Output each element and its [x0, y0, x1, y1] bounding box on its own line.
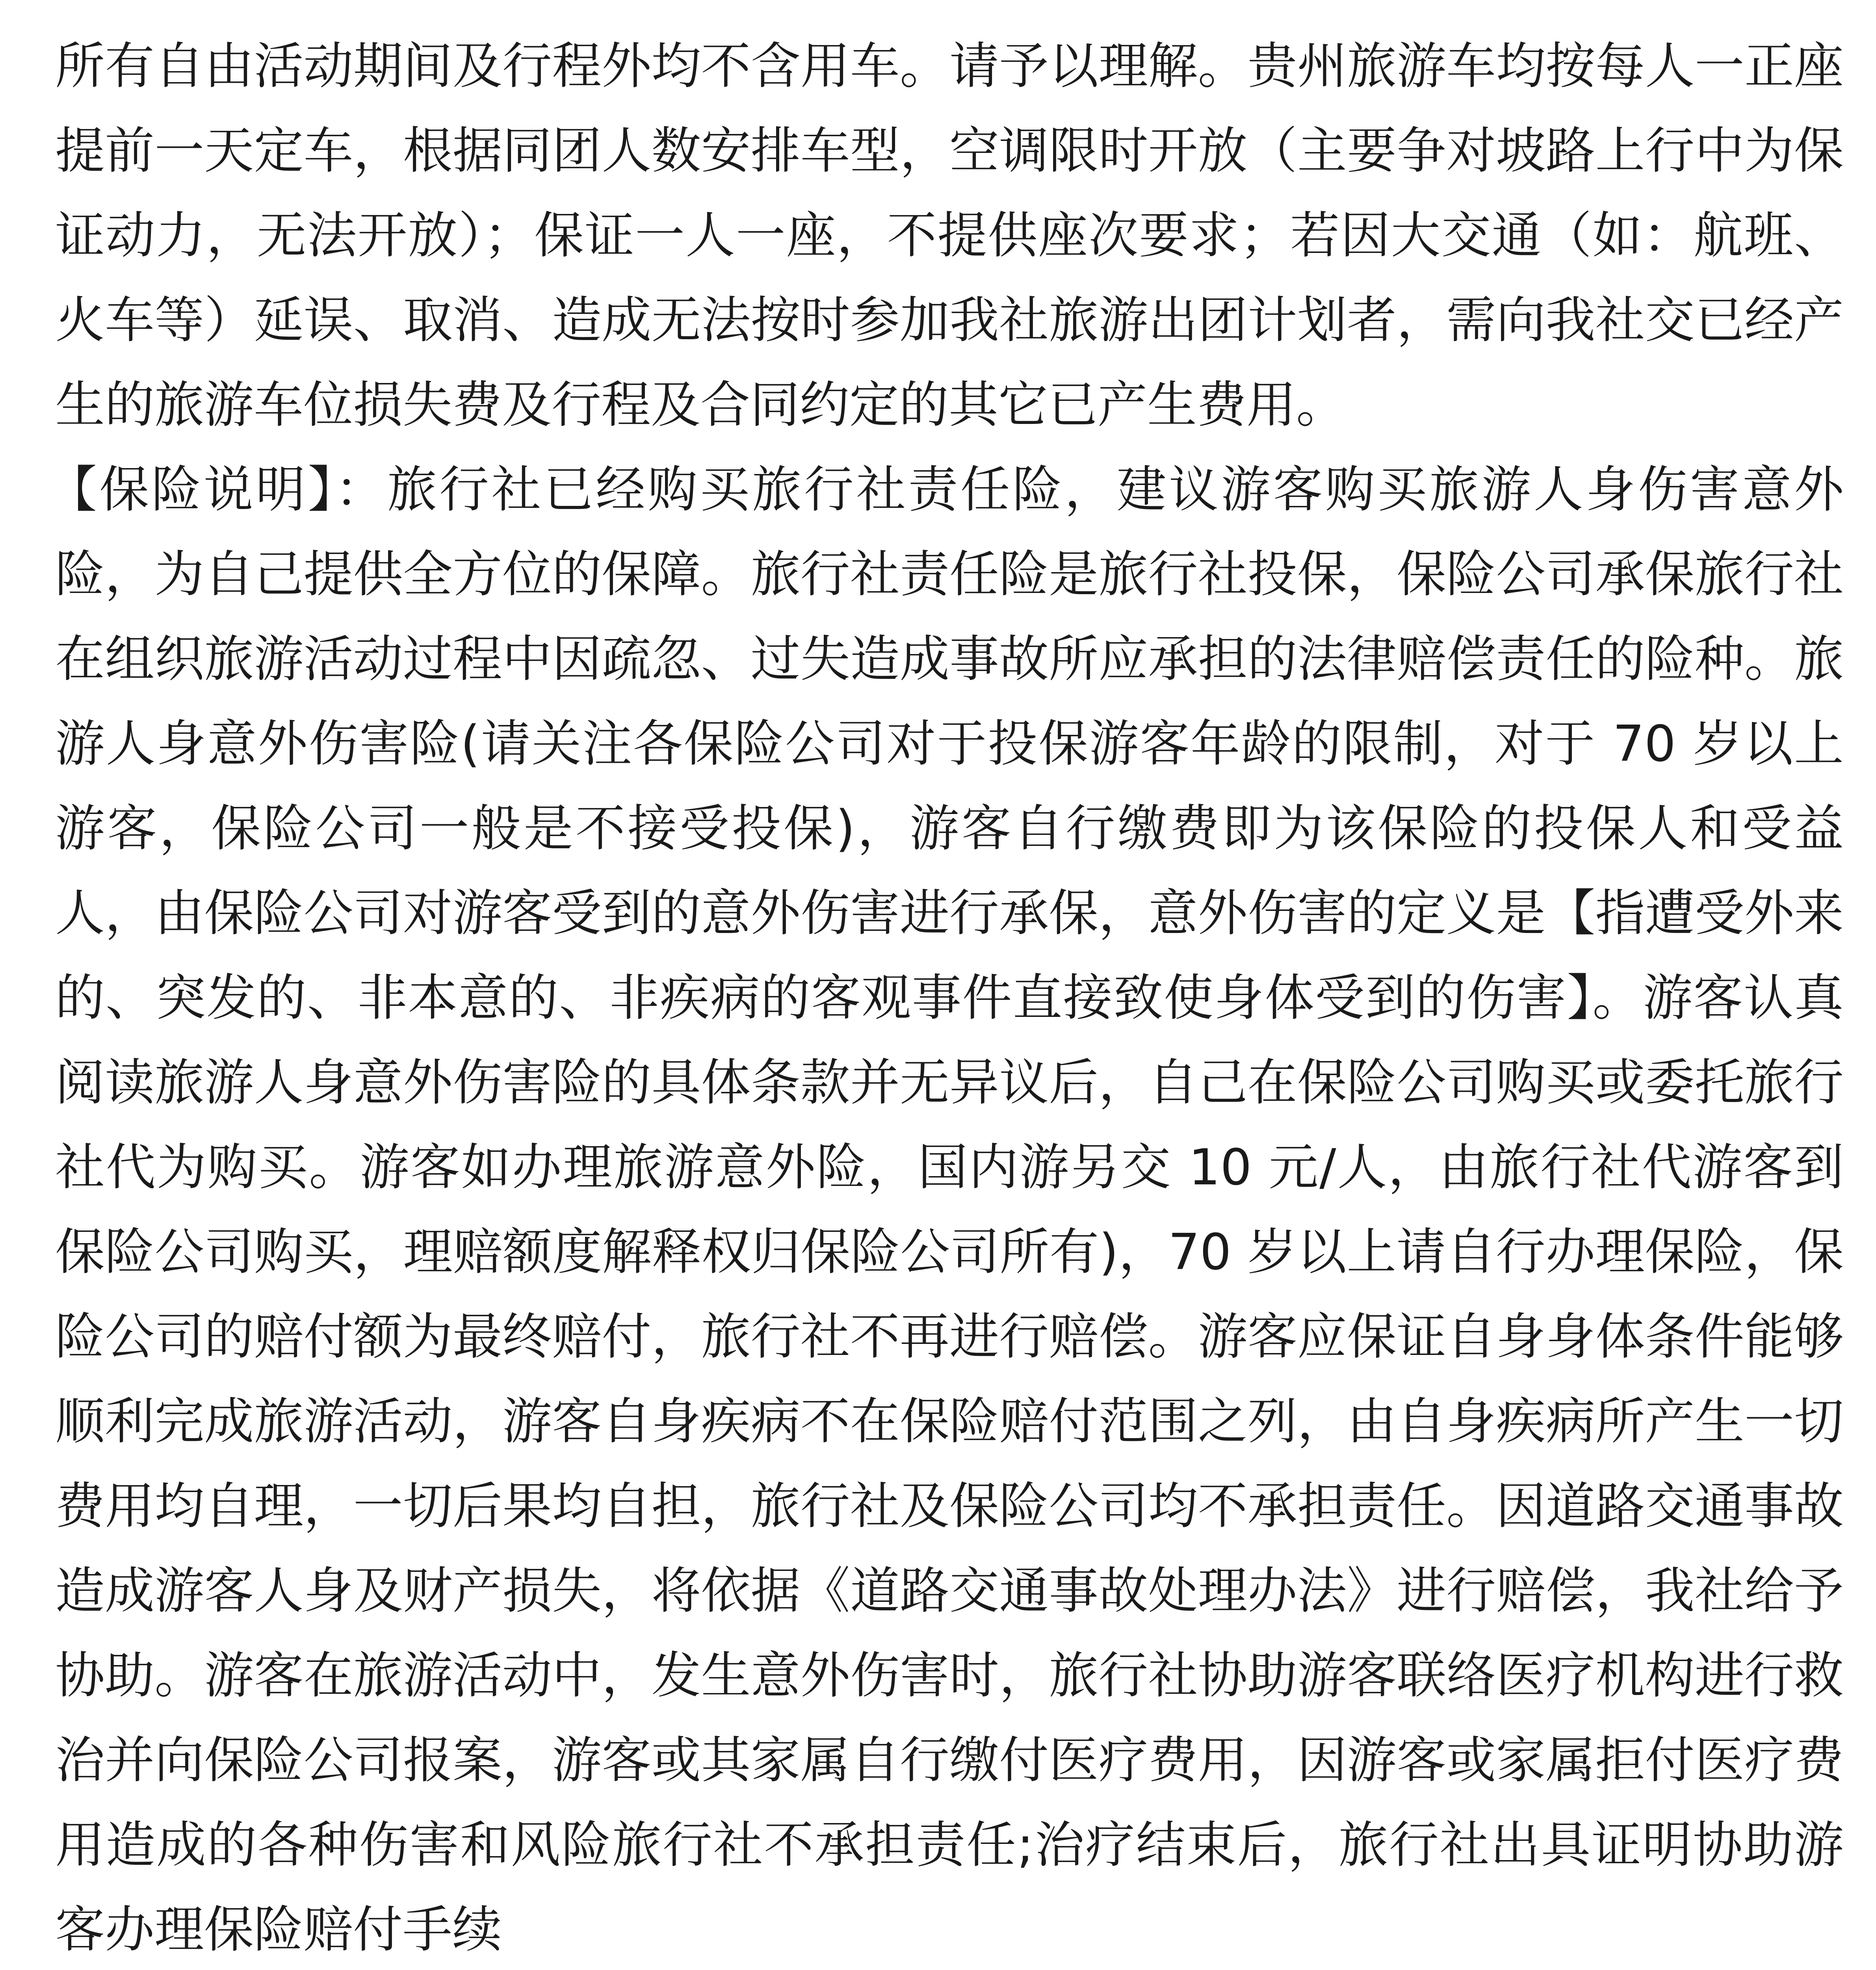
insurance-paragraph [47, 447, 1844, 1970]
insurance-heading: 【保险说明】： [47, 461, 387, 519]
vehicle-paragraph [55, 24, 1844, 447]
vehicle-text: 所有自由活动期间及行程外均不含用车。请予以理解。贵州旅游车均按每人一正座提前一天定车，根据同团人数安排车型，空调限时开放（主要争对坡路上行中为保证动力，无法开放）；保证一人一座，不提供座次要求；若因大交通（如：航班、火车等）延误、取消、造成无法按时参加我社旅游出团计划者，需向我社交已经产生的旅游车位损失费及行程及合同约定的其它已产生费用。 [55, 37, 1844, 434]
insurance-text: 旅行社已经购买旅行社责任险，建议游客购买旅游人身伤害意外险，为自己提供全方位的保障。旅行社责任险是旅行社投保，保险公司承保旅行社在组织旅游活动过程中因疏忽、过失造成事故所应承担的法律赔偿责任的险种。旅游人身意外伤害险(请关注各保险公司对于投保游客年龄的限制，对于 70 岁以上游客，保险公司一般是不接受投保)，游客自行缴费即为该保险的投保人和受益人，由保险公司对游客受到的意外伤害进行承保，意外伤害的定义是【指遭受外来的、突发的、非本意的、非疾病的客观事件直接致使身体受到的伤害】。游客认真阅读旅游人身意外伤害险的具体条款并无异议后，自己在保险公司购买或委托旅行社代为购买。游客如办理旅游意外险，国内游另交 10 元/人，由旅行社代游客到保险公司购买，理赔额度解释权归保险公司所有)，70 岁以上请自行办理保险，保险公司的赔付额为最终赔付，旅行社不再进行赔偿。游客应保证自身身体条件能够顺利完成旅游活动，游客自身疾病不在保险赔付范围之列，由自身疾病所产生一切费用均自理，一切后果均自担，旅行社及保险公司均不承担责任。因道路交通事故造成游客人身及财产损失，将依据《道路交通事故处理办法》进行赔偿，我社给予协助。游客在旅游活动中，发生意外伤害时，旅行社协助游客联络医疗机构进行救治并向保险公司报案，游客或其家属自行缴付医疗费用，因游客或家属拒付医疗费用造成的各种伤害和风险旅行社不承担责任;治疗结束后，旅行社出具证明协助游客办理保险赔付手续 [55, 461, 1844, 1959]
document-page [47, 24, 1844, 1970]
